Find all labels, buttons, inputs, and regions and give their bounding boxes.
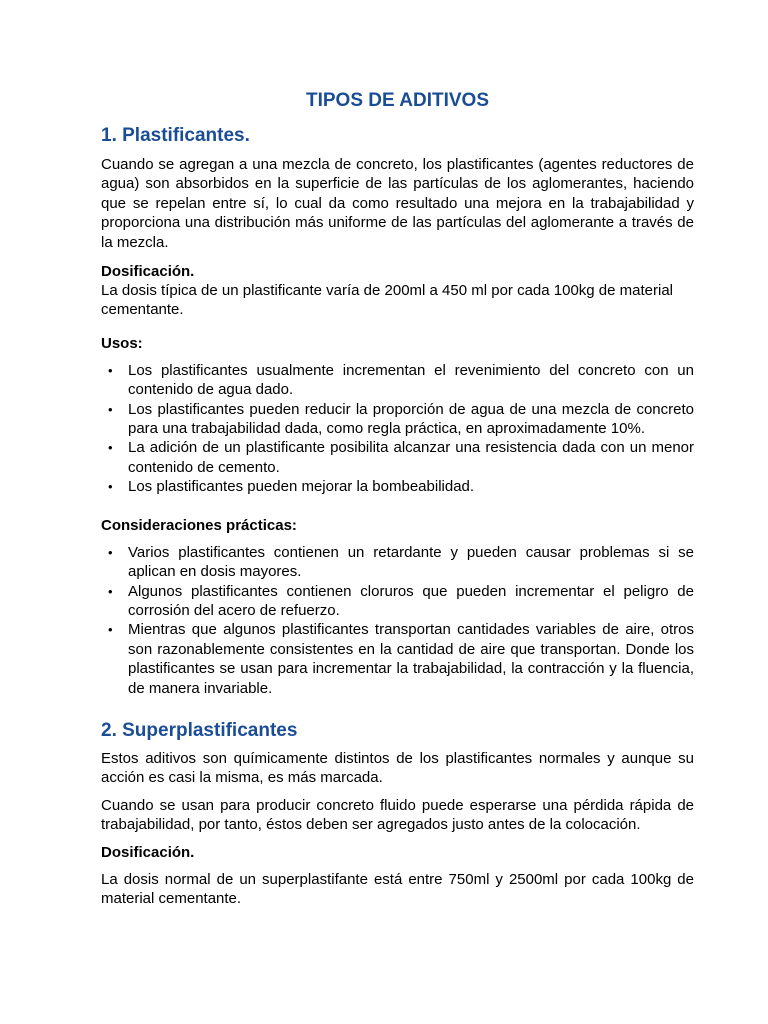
list-item-text: Los plastificantes pueden reducir la proporción de agua de una mezcla de concreto para una trabajabilidad dada, como regla práctica, en aproximadamente 10%. [128,400,694,438]
bullet-icon: • [108,479,113,495]
document-title: TIPOS DE ADITIVOS [306,90,489,111]
usos-list [101,361,694,497]
list-item-text: Varios plastificantes contienen un retardante y pueden causar problemas si se aplican en dosis mayores. [128,543,694,581]
consideraciones-list [101,543,694,698]
consideraciones-heading: Consideraciones prácticas: [101,516,297,534]
list-item [108,361,694,400]
list-item-text: Los plastificantes usualmente incrementan el revenimiento del concreto con un contenido de agua dado. [128,361,694,399]
list-item-text: La adición de un plastificante posibilita alcanzar una resistencia dada con un menor contenido de cemento. [128,439,694,476]
superplastificantes-para-2: Cuando se usan para producir concreto fluido puede esperarse una pérdida rápida de trabajabilidad, por tanto, éstos deben ser agregados justo antes de la colocación. [101,796,694,834]
list-item [108,477,694,496]
bullet-icon: • [108,362,113,378]
bullet-icon: • [108,544,113,560]
section-heading-superplastificantes: 2. Superplastificantes [101,719,298,741]
bullet-icon: • [108,440,113,456]
list-item [108,620,694,698]
dosificacion-text-2: La dosis normal de un superplastifante está entre 750ml y 2500ml por cada 100kg de material cementante. [101,870,694,907]
list-item-text: Los plastificantes pueden mejorar la bombeabilidad. [128,478,475,496]
usos-heading: Usos: [101,334,143,352]
list-item-text: Mientras que algunos plastificantes transportan cantidades variables de aire, otros son razonablemente consistentes en la cantidad de aire que transportan. Donde los plastificantes se usan para incrementar la trabajabilidad, la contracción y la fluencia, de manera invariable. [128,621,694,697]
superplastificantes-para-1: Estos aditivos son químicamente distintos de los plastificantes normales y aunque su acción es casi la misma, es más marcada. [101,749,694,787]
list-item [108,543,694,582]
dosificacion-text-1: La dosis típica de un plastificante varía de 200ml a 450 ml por cada 100kg de material cementante. [101,282,674,319]
list-item-text: Algunos plastificantes contienen cloruros que pueden incrementar el peligro de corrosión del acero de refuerzo. [128,582,694,619]
bullet-icon: • [108,583,113,599]
dosificacion-heading-2: Dosificación. [101,843,195,861]
bullet-icon: • [108,401,113,417]
list-item [108,400,694,439]
list-item [108,438,694,477]
plastificantes-intro: Cuando se agregan a una mezcla de concreto, los plastificantes (agentes reductores de agua) son absorbidos en la superficie de las partículas de los aglomerantes, haciendo que se repelan entre sí, lo cual da como resultado una mejora en la trabajabilidad y proporciona una distribución más uniforme de las partículas del aglomerante a través de la mezcla. [101,156,694,251]
section-heading-plastificantes: 1. Plastificantes. [101,125,250,146]
list-item [108,582,694,621]
bullet-icon: • [108,622,113,638]
dosificacion-heading-1: Dosificación. [101,263,195,281]
